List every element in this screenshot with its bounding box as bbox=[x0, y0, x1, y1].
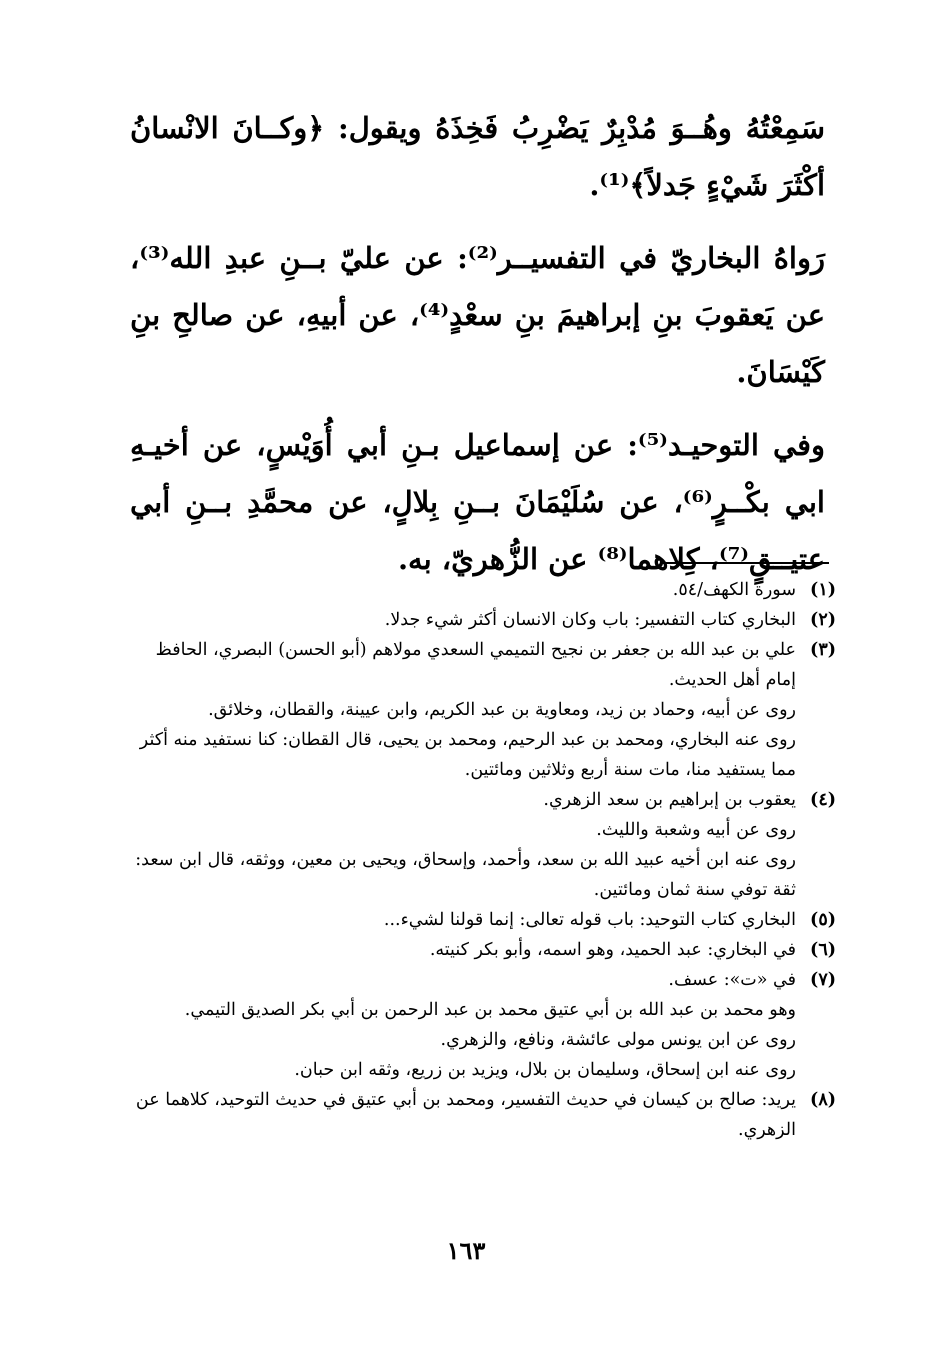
footnote-line: روى عنه البخاري، ومحمد بن عبد الرحيم، ومحمد بن يحيى، قال القطان: كنا نستفيد منه أكثر مما يستفيد منا، مات سنة أربع وثلاثين ومائتين. bbox=[139, 730, 796, 780]
footnote-line: روى عنه ابن إسحاق، وسليمان بن بلال، ويزيد بن زريع، وثقه ابن حبان. bbox=[294, 1060, 796, 1080]
footnote-separator bbox=[661, 562, 829, 564]
footnote-number: (١) bbox=[810, 580, 836, 600]
footnote-line: روى عنه ابن أخيه عبيد الله بن سعد، وأحمد، وإسحاق، ويحيى بن معين، ووثقه، قال ابن سعد: ثقة توفي سنة ثمان ومائتين. bbox=[135, 850, 796, 900]
footnote-5 bbox=[130, 905, 836, 935]
footnote-line: روى عن ابن يونس مولى عائشة، ونافع، والزهري. bbox=[440, 1030, 796, 1050]
footnote-line: البخاري كتاب التوحيد: باب قوله تعالى: إنما قولنا لشيء... bbox=[383, 910, 796, 930]
footnote-line: سورة الكهف/٥٤. bbox=[672, 580, 796, 600]
footnote-line: يريد: صالح بن كيسان في حديث التفسير، ومحمد بن أبي عتيق في حديث التوحيد، كلاهما عن الزهري. bbox=[135, 1090, 796, 1140]
footnote-number: (٤) bbox=[810, 790, 836, 810]
footnote-line: روى عن أبيه وشعبة والليث. bbox=[596, 820, 796, 840]
footnote-line: البخاري كتاب التفسير: باب وكان الانسان أكثر شيء جدلا. bbox=[384, 610, 796, 630]
footnote-number: (٨) bbox=[810, 1090, 836, 1110]
footnote-4 bbox=[130, 785, 836, 815]
footnote-line: يعقوب بن إبراهيم بن سعد الزهري. bbox=[543, 790, 796, 810]
footnote-7 bbox=[130, 965, 836, 995]
main-paragraph: سَمِعْتُهُ وهُــوَ مُدْبِرٌ يَضْرِبُ فَخِذَهُ ويقول: ﴿وكــانَ الانْسانُ أكْثَرَ شَيْءٍ جَدلاً﴾⁽¹⁾. bbox=[130, 111, 825, 202]
footnote-line: روى عن أبيه، وحماد بن زيد، ومعاوية بن عبد الكريم، وابن عيينة، والقطان، وخلائق. bbox=[208, 700, 796, 720]
footnote-number: (٥) bbox=[810, 910, 836, 930]
footnote-number: (٣) bbox=[810, 640, 836, 660]
page-number: ١٦٣ bbox=[446, 1236, 486, 1265]
main-text bbox=[130, 100, 825, 588]
footnotes bbox=[130, 575, 836, 1145]
footnote-number: (٢) bbox=[810, 610, 836, 630]
footnote-line: وهو محمد بن عبد الله بن أبي عتيق محمد بن عبد الرحمن بن أبي بكر الصديق التيمي. bbox=[184, 1000, 796, 1020]
footnote-1 bbox=[130, 575, 836, 605]
main-paragraph: رَواهُ البخاريّ في التفسيــر⁽²⁾: عن عليّ بــنِ عبدِ الله⁽³⁾، عن يَعقوبَ بنِ إبراهيمَ بنِ سعْدٍ⁽⁴⁾، عن أبيهِ، عن صالحِ بنِ كَيْسَانَ. bbox=[130, 241, 826, 389]
footnote-3 bbox=[130, 635, 836, 695]
main-paragraph: وفي التوحيـد⁽⁵⁾: عن إسماعيل بـنِ أبي أُوَيْسٍ، عن أخيـهِ ابي بكْــرٍ⁽⁶⁾، عن سُلَيْمَانَ بــنِ بِلالٍ، عن محمَّدِ بــنِ أبي عتيــقٍ⁽⁷⁾، كِلاهما⁽⁸⁾ عن الزُّهريّ، به. bbox=[130, 428, 826, 576]
footnote-8 bbox=[130, 1085, 836, 1145]
footnote-6 bbox=[130, 935, 836, 965]
footnote-2 bbox=[130, 605, 836, 635]
footnote-line: في البخاري: عبد الحميد، وهو اسمه، وأبو بكر كنيته. bbox=[429, 940, 796, 960]
footnote-number: (٧) bbox=[810, 970, 836, 990]
footnote-line: علي بن عبد الله بن جعفر بن نجيح التميمي السعدي مولاهم (أبو الحسن) البصري، الحافظ إمام أهل الحديث. bbox=[155, 640, 796, 690]
footnote-line: في «ت»: عسف. bbox=[668, 970, 796, 990]
footnote-number: (٦) bbox=[810, 940, 836, 960]
